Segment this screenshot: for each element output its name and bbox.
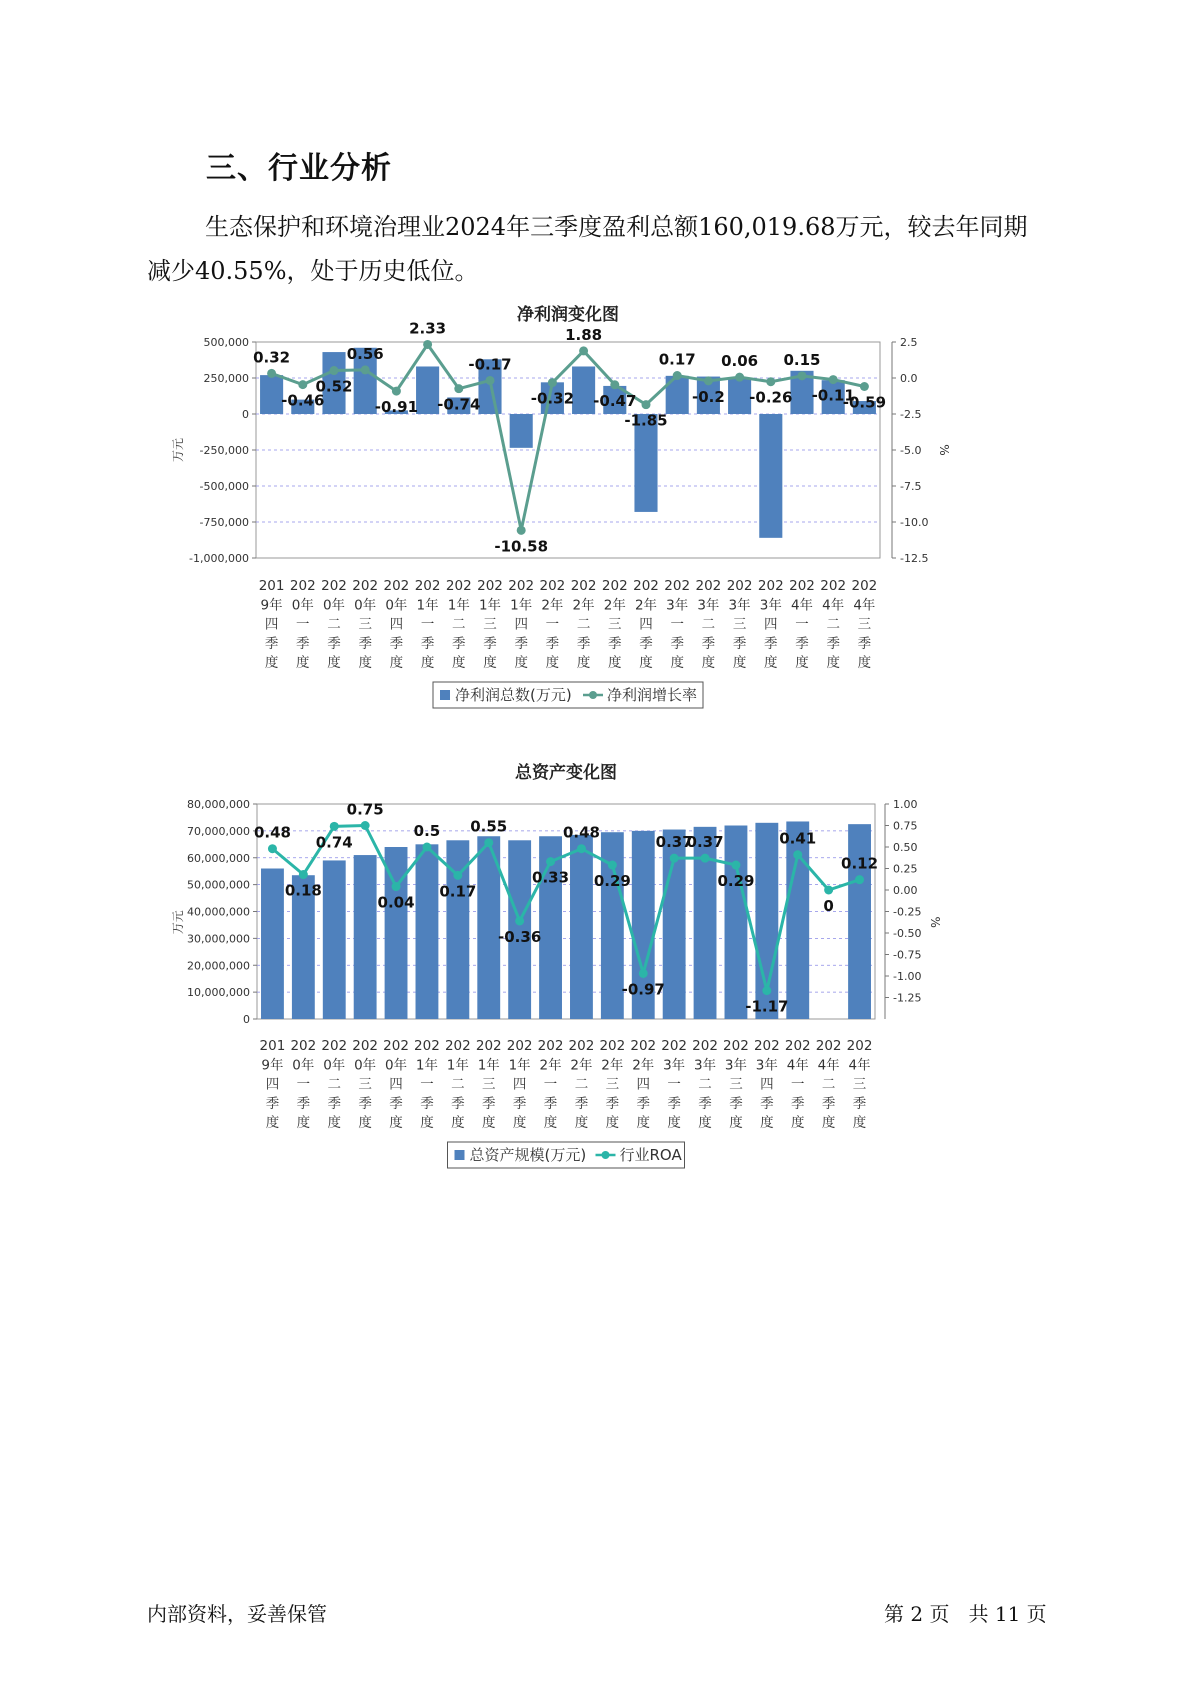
bar bbox=[260, 375, 283, 414]
line-point bbox=[701, 854, 710, 863]
data-label: 0.74 bbox=[315, 833, 353, 852]
data-label: 0.37 bbox=[655, 833, 693, 852]
data-label: -0.36 bbox=[498, 927, 542, 946]
y-right-tick-label: 2.5 bbox=[900, 336, 918, 349]
x-category-label: 202 0年四季度 bbox=[383, 1038, 409, 1132]
line-point bbox=[484, 838, 493, 847]
y-right-tick-label: 0.00 bbox=[893, 884, 918, 897]
x-category-label: 202 3年一季度 bbox=[661, 1038, 688, 1132]
x-category-label: 202 4年二季度 bbox=[820, 578, 847, 672]
bar bbox=[510, 414, 533, 448]
y-right-unit: % bbox=[928, 916, 942, 928]
x-category-label: 202 1年一季度 bbox=[414, 1038, 440, 1132]
y-right-tick-label: -2.5 bbox=[900, 408, 922, 421]
data-label: 0.41 bbox=[779, 829, 817, 848]
y-left-tick-label: -1,000,000 bbox=[189, 552, 249, 565]
legend-line-label: 行业ROA bbox=[619, 1146, 682, 1164]
x-category-label: 202 0年三季度 bbox=[352, 1038, 379, 1132]
bar bbox=[261, 869, 284, 1020]
data-label: 0.06 bbox=[721, 352, 759, 371]
y-right-tick-label: -10.0 bbox=[900, 516, 929, 529]
line-point bbox=[762, 986, 771, 995]
total-assets-chart bbox=[171, 763, 1040, 1270]
x-category-label: 202 3年三季度 bbox=[726, 578, 753, 672]
data-label: -0.11 bbox=[811, 386, 855, 405]
y-left-tick-label: 70,000,000 bbox=[187, 824, 250, 838]
legend-bar-label: 总资产规模(万元) bbox=[469, 1146, 587, 1164]
x-category-label: 202 3年一季度 bbox=[664, 578, 691, 672]
data-label: 0.48 bbox=[562, 823, 600, 842]
data-label: 0.5 bbox=[413, 822, 441, 840]
line-point bbox=[766, 377, 775, 386]
x-category-label: 202 2年四季度 bbox=[633, 578, 659, 672]
line-point bbox=[546, 857, 555, 866]
line-point bbox=[704, 376, 713, 385]
data-label: 0.29 bbox=[717, 872, 755, 891]
y-right-tick-label: -1.00 bbox=[893, 970, 922, 983]
x-category-label: 202 0年二季度 bbox=[321, 578, 347, 672]
line-point bbox=[361, 821, 370, 830]
y-left-unit: 万元 bbox=[171, 437, 185, 463]
line-point bbox=[298, 380, 307, 389]
x-category-label: 202 1年四季度 bbox=[506, 1038, 533, 1132]
legend-line-label: 净利润增长率 bbox=[607, 686, 698, 704]
y-left-tick-label: 30,000,000 bbox=[187, 932, 250, 946]
data-label: -0.97 bbox=[621, 980, 665, 999]
y-left-tick-label: -500,000 bbox=[199, 480, 249, 493]
x-category-label: 202 0年三季度 bbox=[352, 578, 379, 672]
data-label: -0.46 bbox=[281, 391, 325, 410]
line-point bbox=[299, 870, 308, 879]
line-point bbox=[422, 843, 431, 852]
data-label: 0.15 bbox=[783, 350, 821, 369]
bar bbox=[416, 844, 439, 1019]
data-label: 0.75 bbox=[346, 800, 384, 819]
footer-confidential-note: 内部资料，妥善保管 bbox=[147, 1602, 327, 1626]
data-label: -0.17 bbox=[468, 355, 512, 374]
x-category-label: 202 2年三季度 bbox=[601, 578, 628, 672]
x-category-label: 202 2年一季度 bbox=[539, 578, 566, 672]
line-point bbox=[798, 371, 807, 380]
line-point bbox=[517, 526, 526, 535]
data-label: 0.32 bbox=[253, 348, 291, 367]
y-right-tick-label: 0.0 bbox=[900, 372, 918, 385]
x-category-label: 201 9年四季度 bbox=[259, 1038, 286, 1132]
data-label: 0.29 bbox=[593, 872, 631, 891]
x-category-label: 202 2年三季度 bbox=[599, 1038, 626, 1132]
line-point bbox=[454, 384, 463, 393]
x-category-label: 202 3年四季度 bbox=[753, 1038, 780, 1132]
data-label: 0.18 bbox=[284, 881, 322, 900]
bar bbox=[848, 824, 871, 1019]
y-right-tick-label: -0.50 bbox=[893, 927, 922, 940]
x-category-label: 202 3年二季度 bbox=[695, 578, 722, 672]
line-point bbox=[515, 916, 524, 925]
line-point bbox=[608, 861, 617, 870]
y-left-tick-label: 0 bbox=[242, 408, 249, 421]
x-category-label: 202 0年四季度 bbox=[383, 578, 410, 672]
x-category-label: 202 2年二季度 bbox=[570, 578, 597, 672]
data-label: -0.74 bbox=[437, 395, 481, 414]
data-label: -1.85 bbox=[624, 411, 668, 430]
section-heading: 三、行业分析 bbox=[206, 151, 392, 186]
y-right-unit: % bbox=[937, 444, 951, 456]
data-label: -0.91 bbox=[374, 398, 419, 417]
line-point bbox=[855, 875, 864, 884]
x-category-label: 202 1年三季度 bbox=[475, 1038, 502, 1132]
data-label: -0.47 bbox=[593, 391, 637, 410]
line-point bbox=[639, 969, 648, 978]
y-left-tick-label: -250,000 bbox=[199, 444, 249, 457]
x-category-label: 202 1年二季度 bbox=[444, 1038, 471, 1132]
y-left-tick-label: 50,000,000 bbox=[187, 878, 250, 892]
bar bbox=[570, 835, 593, 1019]
body-paragraph: 生态保护和环境治理业2024年三季度盈利总额160,019.68万元，较去年同期减少40.55%，处于历史低位。 bbox=[147, 213, 1028, 285]
line-point bbox=[548, 378, 557, 387]
line-point bbox=[731, 861, 740, 870]
legend-line-marker bbox=[589, 691, 597, 699]
y-right-tick-label: 0.25 bbox=[893, 862, 918, 876]
y-left-tick-label: 40,000,000 bbox=[187, 905, 250, 919]
y-left-tick-label: 10,000,000 bbox=[187, 986, 250, 1000]
line-point bbox=[330, 822, 339, 831]
x-category-label: 202 1年二季度 bbox=[445, 578, 472, 672]
data-label: 0 bbox=[823, 897, 834, 915]
bar bbox=[759, 414, 782, 538]
x-category-label: 202 2年四季度 bbox=[630, 1038, 657, 1132]
data-label: 0.48 bbox=[253, 823, 291, 842]
x-category-label: 202 4年一季度 bbox=[784, 1038, 811, 1132]
line-point bbox=[829, 375, 838, 384]
line-point bbox=[361, 365, 370, 374]
bar bbox=[354, 855, 377, 1019]
line-point bbox=[860, 382, 869, 391]
y-left-tick-label: 60,000,000 bbox=[187, 851, 250, 865]
data-label: 0.55 bbox=[470, 817, 508, 836]
data-label: 0.17 bbox=[439, 882, 477, 901]
x-category-label: 202 0年一季度 bbox=[289, 578, 316, 672]
line-point bbox=[579, 346, 588, 355]
data-label: 0.04 bbox=[377, 893, 415, 912]
line-point bbox=[610, 380, 619, 389]
y-left-tick-label: 500,000 bbox=[203, 336, 249, 349]
bar bbox=[725, 826, 748, 1020]
line-point bbox=[735, 373, 744, 382]
x-category-label: 202 4年三季度 bbox=[846, 1038, 873, 1132]
data-label: 2.33 bbox=[409, 319, 447, 338]
chart-title: 总资产变化图 bbox=[515, 763, 617, 783]
line-point bbox=[268, 844, 277, 853]
data-label: -10.58 bbox=[494, 537, 549, 556]
chart-svg bbox=[171, 305, 1040, 780]
y-left-tick-label: 80,000,000 bbox=[187, 798, 250, 811]
line-point bbox=[670, 854, 679, 863]
line-point bbox=[673, 371, 682, 380]
legend-line-marker bbox=[602, 1151, 610, 1159]
data-label: -0.26 bbox=[749, 388, 793, 407]
line-point bbox=[642, 400, 651, 409]
x-category-label: 202 0年一季度 bbox=[290, 1038, 317, 1132]
line-point bbox=[423, 340, 432, 349]
net-profit-chart bbox=[171, 305, 1040, 780]
data-label: 0.33 bbox=[532, 868, 570, 887]
y-left-unit: 万元 bbox=[171, 910, 185, 935]
y-left-tick-label: -750,000 bbox=[199, 516, 249, 529]
x-category-label: 202 3年四季度 bbox=[757, 578, 784, 672]
y-right-tick-label: -5.0 bbox=[900, 444, 922, 457]
y-left-tick-label: 20,000,000 bbox=[187, 959, 250, 973]
y-left-tick-label: 0 bbox=[243, 1013, 250, 1026]
x-category-label: 202 2年二季度 bbox=[568, 1038, 595, 1132]
bar bbox=[572, 366, 595, 414]
line-point bbox=[577, 844, 586, 853]
data-label: -0.59 bbox=[842, 393, 887, 412]
bar bbox=[323, 860, 346, 1019]
y-right-tick-label: 0.75 bbox=[893, 819, 918, 833]
bar bbox=[416, 366, 439, 414]
y-left-tick-label: 250,000 bbox=[203, 372, 249, 385]
line-point bbox=[392, 387, 401, 396]
x-category-label: 202 1年一季度 bbox=[414, 578, 441, 672]
x-category-label: 202 1年三季度 bbox=[477, 578, 503, 672]
x-category-label: 202 4年一季度 bbox=[789, 578, 815, 672]
line-point bbox=[453, 871, 462, 880]
data-label: 0.37 bbox=[686, 833, 724, 852]
y-right-tick-label: -1.25 bbox=[893, 991, 922, 1005]
legend-bar-swatch bbox=[455, 1150, 465, 1160]
x-category-label: 202 3年三季度 bbox=[723, 1038, 749, 1132]
x-category-label: 201 9年四季度 bbox=[258, 578, 285, 672]
y-right-tick-label: -12.5 bbox=[900, 552, 929, 565]
data-label: 0.17 bbox=[658, 350, 696, 369]
y-right-tick-label: -0.25 bbox=[893, 905, 922, 919]
footer-page-number: 第 2 页 共 11 页 bbox=[884, 1602, 1047, 1626]
x-category-label: 202 4年二季度 bbox=[815, 1038, 842, 1132]
line-point bbox=[793, 850, 802, 859]
x-category-label: 202 2年一季度 bbox=[537, 1038, 564, 1132]
bar bbox=[728, 379, 751, 414]
data-label: -0.32 bbox=[530, 389, 575, 408]
data-label: 1.88 bbox=[565, 325, 603, 344]
data-label: -1.17 bbox=[745, 997, 789, 1016]
line-point bbox=[486, 376, 495, 385]
y-right-tick-label: -7.5 bbox=[900, 480, 922, 493]
line-point bbox=[824, 886, 833, 895]
data-label: 0.12 bbox=[841, 854, 879, 873]
x-category-label: 202 0年二季度 bbox=[321, 1038, 348, 1132]
legend-bar-swatch bbox=[440, 690, 450, 700]
line-point bbox=[392, 882, 401, 891]
legend-bar-label: 净利润总数(万元) bbox=[455, 686, 572, 704]
x-category-label: 202 1年四季度 bbox=[508, 578, 535, 672]
line-point bbox=[330, 366, 339, 375]
data-label: 0.56 bbox=[346, 344, 384, 363]
x-category-label: 202 3年二季度 bbox=[692, 1038, 718, 1132]
line-point bbox=[267, 369, 276, 378]
x-category-label: 202 4年三季度 bbox=[851, 578, 878, 672]
y-right-tick-label: 1.00 bbox=[893, 798, 918, 811]
chart-svg bbox=[171, 763, 1040, 1270]
chart-title: 净利润变化图 bbox=[517, 305, 619, 325]
y-right-tick-label: 0.50 bbox=[893, 841, 918, 854]
data-label: -0.2 bbox=[691, 387, 725, 406]
y-right-tick-label: -0.75 bbox=[893, 948, 922, 962]
data-label: 0.52 bbox=[315, 377, 353, 396]
